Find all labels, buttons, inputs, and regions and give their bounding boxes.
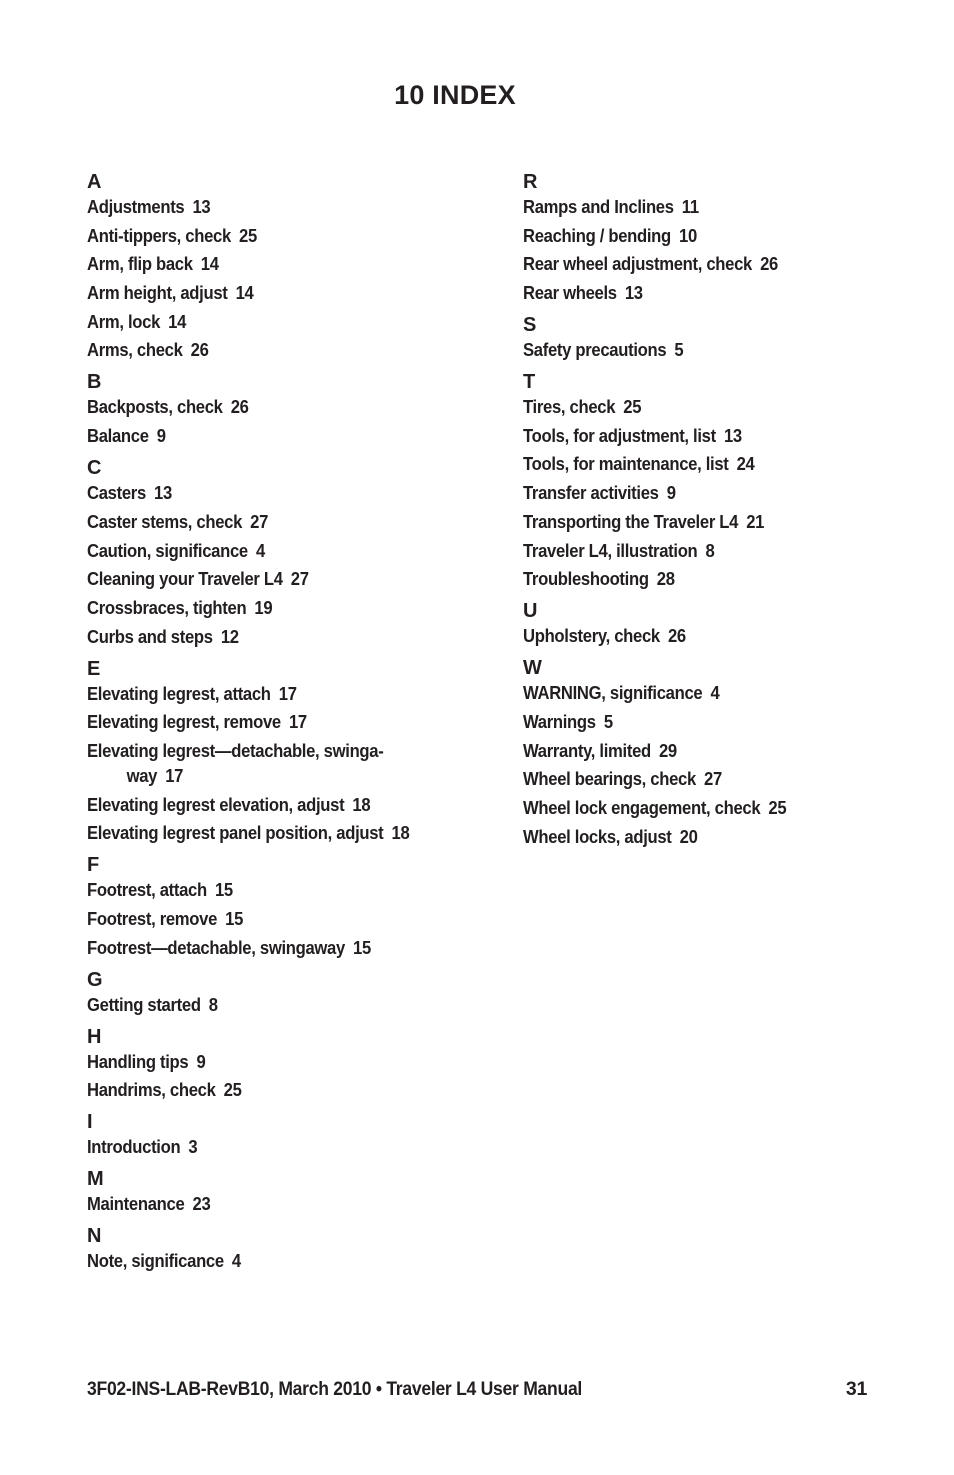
index-entry-page: 29 — [658, 739, 677, 761]
index-entry-text: Tools, for maintenance, list — [523, 453, 729, 475]
index-entry-text: Crossbraces, tighten — [87, 596, 247, 618]
index-entry — [523, 538, 853, 563]
index-entry-text: Elevating legrest, attach — [87, 682, 271, 704]
index-entry-page: 21 — [746, 510, 765, 532]
index-entry — [523, 566, 853, 591]
index-entry — [87, 595, 432, 620]
index-entry-text: Traveler L4, illustration — [523, 539, 698, 561]
index-entry-page: 5 — [603, 710, 613, 732]
index-entry-page: 23 — [192, 1193, 211, 1215]
index-section-u — [523, 599, 853, 648]
index-section-e — [87, 657, 432, 846]
index-entry-page: 13 — [192, 196, 211, 217]
index-entry-text: Getting started — [87, 993, 201, 1015]
index-entry-text: Tools, for adjustment, list — [523, 424, 716, 446]
index-entry-text: Introduction — [87, 1136, 181, 1158]
index-letter-heading: C — [87, 457, 102, 480]
index-entry-page: 26 — [190, 339, 209, 361]
index-entry-text: Arm height, adjust — [87, 282, 228, 304]
index-entry-text: Elevating legrest elevation, adjust — [87, 793, 345, 815]
index-entry-page: 13 — [723, 424, 742, 446]
index-section-f — [87, 853, 432, 959]
index-entry — [523, 680, 853, 705]
index-entry — [523, 824, 853, 849]
index-entry — [87, 709, 432, 734]
index-entry — [87, 509, 432, 534]
index-entry-page: 9 — [196, 1050, 206, 1072]
index-letter-heading: H — [87, 1025, 102, 1048]
index-entry-page: 14 — [200, 253, 219, 275]
index-entry-text: Tires, check — [523, 396, 616, 418]
index-entry — [523, 423, 853, 448]
index-entry-text: Anti-tippers, check — [87, 224, 231, 246]
index-entry — [87, 1134, 432, 1159]
index-entry-text: Ramps and Inclines — [523, 196, 674, 217]
index-section-c — [87, 456, 432, 648]
index-entry — [523, 795, 853, 820]
index-entry-page: 26 — [760, 253, 779, 275]
index-entry-text: Elevating legrest—detachable, swinga-way — [87, 739, 384, 786]
index-letter-heading: U — [523, 600, 538, 623]
index-entry-page: 28 — [656, 568, 675, 590]
index-letter-heading: G — [87, 968, 103, 991]
index-entry-page: 26 — [230, 396, 249, 418]
index-entry-page: 25 — [768, 796, 787, 818]
index-entry-text: Reaching / bending — [523, 224, 671, 246]
index-entry-page: 4 — [710, 682, 720, 704]
index-entry-page: 13 — [153, 482, 172, 504]
index-entry-text: Maintenance — [87, 1193, 185, 1215]
index-entry-text: Warranty, limited — [523, 739, 651, 761]
footer-document-info: 3F02-INS-LAB-RevB10, March 2010 • Traveler L4 User Manual — [87, 1378, 583, 1400]
index-entry — [87, 1049, 432, 1074]
index-entry-page: 26 — [667, 625, 686, 647]
index-entry-text: Adjustments — [87, 196, 185, 217]
index-entry — [87, 624, 432, 649]
footer-page-number: 31 — [845, 1378, 867, 1400]
index-entry-text: WARNING, significance — [523, 682, 703, 704]
index-entry — [87, 194, 432, 219]
index-entry-page: 17 — [165, 764, 184, 786]
index-entry-page: 15 — [225, 908, 244, 929]
index-entry-page: 14 — [168, 310, 187, 332]
index-letter-heading: R — [523, 171, 538, 193]
index-entry — [87, 337, 432, 362]
index-entry — [87, 877, 432, 902]
index-entry-text: Wheel locks, adjust — [523, 825, 672, 847]
index-entry — [523, 337, 853, 362]
index-entry-page: 5 — [674, 339, 684, 361]
index-entry-text: Troubleshooting — [523, 568, 649, 590]
index-entry — [523, 709, 853, 734]
index-entry-text: Wheel lock engagement, check — [523, 796, 761, 818]
index-section-a — [87, 170, 432, 362]
index-entry-page: 20 — [679, 825, 698, 847]
index-entry — [87, 566, 432, 591]
index-entry-page: 11 — [681, 196, 699, 217]
index-entry-page: 17 — [278, 682, 297, 704]
index-entry-text: Handling tips — [87, 1050, 189, 1072]
index-entry — [87, 935, 432, 960]
index-entry — [87, 251, 432, 276]
index-entry-page: 8 — [208, 993, 218, 1015]
index-entry — [87, 423, 432, 448]
index-entry — [87, 309, 432, 334]
index-entry-page: 8 — [705, 539, 715, 561]
index-entry-page: 9 — [156, 425, 166, 447]
index-entry-text: Cleaning your Traveler L4 — [87, 568, 283, 590]
index-entry-page: 14 — [235, 282, 254, 304]
index-section-h — [87, 1025, 432, 1103]
page-title: 10 INDEX — [394, 80, 516, 110]
index-entry-text: Casters — [87, 482, 146, 504]
index-entry-text: Backposts, check — [87, 396, 223, 418]
index-entry-text: Note, significance — [87, 1250, 224, 1272]
index-entry — [523, 509, 853, 534]
index-entry-text: Footrest, remove — [87, 908, 218, 929]
index-entry — [87, 792, 432, 817]
index-letter-heading: M — [87, 1168, 104, 1191]
index-entry-page: 18 — [391, 822, 410, 844]
index-entry-text: Footrest—detachable, swingaway — [87, 936, 345, 958]
index-entry — [87, 280, 432, 305]
index-entry-text: Elevating legrest panel position, adjust — [87, 822, 384, 844]
index-entry — [87, 738, 432, 788]
index-entry — [523, 480, 853, 505]
index-entry — [87, 1191, 432, 1216]
index-entry — [87, 394, 432, 419]
index-entry-page: 4 — [231, 1250, 241, 1272]
index-entry — [523, 194, 853, 219]
index-letter-heading: T — [523, 371, 536, 394]
index-entry — [87, 681, 432, 706]
index-entry-page: 25 — [239, 224, 257, 246]
index-letter-heading: W — [523, 657, 542, 680]
index-entry-page: 9 — [666, 482, 676, 504]
index-letter-heading: A — [87, 171, 102, 193]
index-entry-text: Transporting the Traveler L4 — [523, 510, 739, 532]
index-entry-text: Transfer activities — [523, 482, 659, 504]
index-entry — [523, 394, 853, 419]
index-entry-text: Safety precautions — [523, 339, 667, 361]
index-entry-text: Rear wheels — [523, 282, 617, 304]
index-column-right — [523, 170, 853, 857]
index-entry — [87, 480, 432, 505]
index-entry — [523, 766, 853, 791]
index-entry-page: 15 — [353, 936, 371, 958]
index-letter-heading: N — [87, 1225, 102, 1248]
index-section-g — [87, 968, 432, 1017]
index-letter-heading: B — [87, 371, 102, 394]
index-entry-text: Balance — [87, 425, 149, 447]
index-section-i — [87, 1110, 432, 1159]
index-entry — [523, 451, 853, 476]
index-section-t — [523, 370, 853, 591]
index-entry-page: 25 — [223, 1079, 242, 1101]
index-letter-heading: F — [87, 854, 100, 877]
index-entry-text: Arms, check — [87, 339, 183, 361]
index-entry-page: 15 — [214, 879, 233, 901]
index-entry-text: Elevating legrest, remove — [87, 711, 281, 733]
index-section-w — [523, 656, 853, 848]
index-entry-page: 3 — [188, 1136, 198, 1158]
index-section-m — [87, 1167, 432, 1216]
index-entry — [523, 251, 853, 276]
index-entry-text: Caution, significance — [87, 539, 248, 561]
index-entry — [87, 820, 432, 845]
index-entry — [87, 538, 432, 563]
index-entry — [523, 738, 853, 763]
index-letter-heading: I — [87, 1111, 93, 1134]
index-entry-text: Warnings — [523, 710, 596, 732]
index-entry-page: 13 — [624, 282, 643, 304]
index-entry-text: Rear wheel adjustment, check — [523, 253, 753, 275]
index-entry-text: Footrest, attach — [87, 879, 207, 901]
index-section-b — [87, 370, 432, 448]
index-entry — [87, 1077, 432, 1102]
index-entry — [87, 1248, 432, 1273]
index-column-left — [87, 170, 432, 1281]
index-entry-page: 27 — [290, 568, 309, 590]
index-entry-text: Curbs and steps — [87, 625, 213, 647]
index-entry — [87, 223, 432, 248]
index-entry-page: 18 — [352, 793, 371, 815]
index-entry-page: 27 — [250, 510, 269, 532]
index-section-r — [523, 170, 853, 305]
index-entry-text: Upholstery, check — [523, 625, 660, 647]
index-entry-text: Caster stems, check — [87, 510, 243, 532]
index-entry-page: 17 — [288, 711, 307, 733]
index-entry-text: Wheel bearings, check — [523, 768, 696, 790]
index-entry — [523, 280, 853, 305]
index-entry-page: 24 — [736, 453, 755, 475]
index-letter-heading: E — [87, 657, 101, 680]
index-entry-page: 27 — [704, 768, 722, 790]
index-entry-page: 4 — [255, 539, 265, 561]
index-entry-text: Handrims, check — [87, 1079, 216, 1101]
index-entry — [523, 623, 853, 648]
index-entry-page: 19 — [254, 596, 273, 618]
index-entry — [523, 223, 853, 248]
index-entry-page: 12 — [220, 625, 239, 647]
index-letter-heading: S — [523, 314, 537, 337]
index-entry — [87, 992, 432, 1017]
index-entry-page: 25 — [623, 396, 642, 418]
index-entry-text: Arm, lock — [87, 310, 161, 332]
index-entry-text: Arm, flip back — [87, 253, 193, 275]
index-entry-page: 10 — [678, 224, 697, 246]
index-section-s — [523, 313, 853, 362]
index-entry — [87, 906, 432, 931]
index-section-n — [87, 1224, 432, 1273]
